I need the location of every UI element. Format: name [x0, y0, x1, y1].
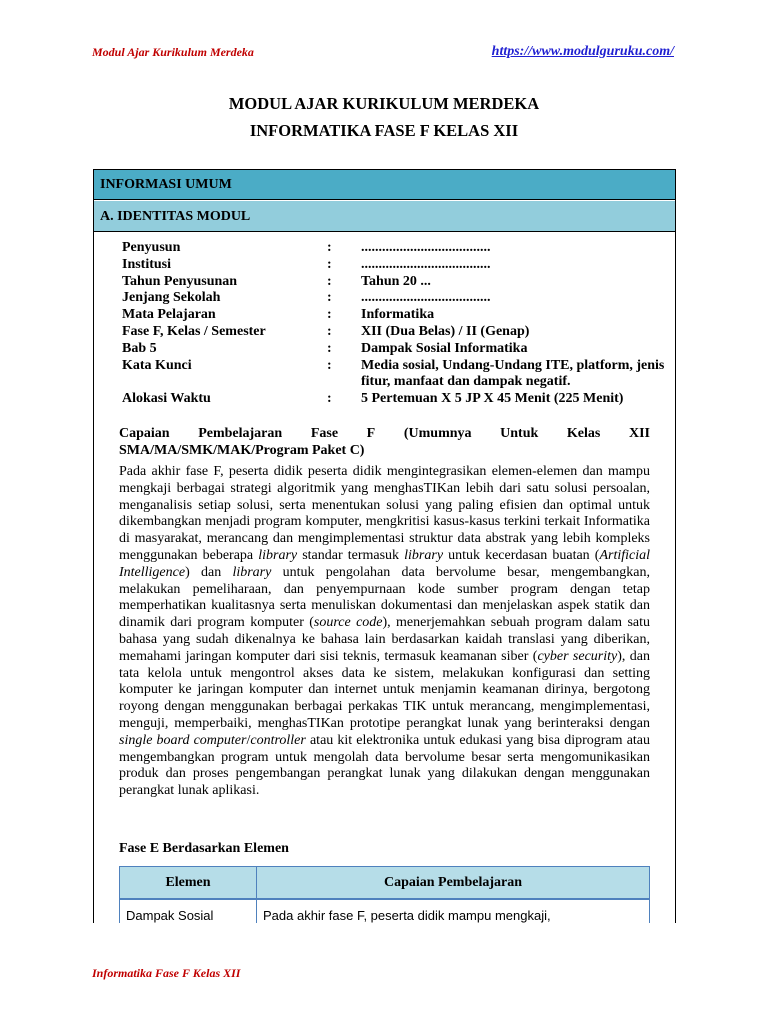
text-run: ), dan tata kelola untuk mengontrol akses data ke sistem, melakukan konfigurasi dan setting komputer ke jaringan komputer dan internet untuk menjamin keamanan dirinya, bergotong royong dengan menggunakan berbagai perkakas TIK untuk merancang, mengimplementasi, menguji, memperbaiki, menghasTIKan prototipe perangkat lunak yang berinteraksi dengan: [119, 648, 650, 731]
identitas-value: .....................................: [361, 256, 491, 272]
table-row: [120, 899, 650, 923]
document-subtitle: INFORMATIKA FASE F KELAS XII: [249, 121, 519, 140]
capaian-heading-word: Kelas: [566, 426, 601, 441]
italic-run: cyber security: [537, 648, 618, 664]
capaian-heading-word: F: [366, 426, 376, 441]
capaian-heading-word: XII: [628, 426, 650, 441]
identitas-value: XII (Dua Belas) / II (Genap): [361, 323, 530, 339]
identitas-value: .....................................: [361, 290, 491, 306]
footer-title: Informatika Fase F Kelas XII: [92, 966, 241, 980]
capaian-heading-word: Untuk: [500, 426, 539, 441]
table-header-row: [120, 867, 650, 900]
identitas-colon: :: [327, 240, 332, 255]
header-module-title: Modul Ajar Kurikulum Merdeka: [92, 45, 254, 59]
italic-run: library: [404, 547, 444, 563]
identitas-value: Dampak Sosial Informatika: [361, 340, 528, 356]
capaian-heading-word: Capaian: [119, 426, 170, 441]
identitas-value: .....................................: [361, 240, 491, 255]
italic-run: library: [258, 547, 298, 563]
capaian-heading-word: Fase: [310, 426, 339, 441]
identitas-label: Mata Pelajaran: [122, 307, 216, 323]
identitas-label: Fase F, Kelas / Semester: [122, 323, 266, 339]
identitas-colon: :: [327, 391, 332, 407]
identitas-label: Institusi: [122, 256, 172, 272]
text-run: Pada akhir fase F, peserta didik peserta didik mengintegrasikan elemen-elemen dan mampu mengkaji berbagai strategi algoritmik yang menghasTIKan lebih dari satu solusi persoalan, menganalisis setiap solusi, serta menentukan solusi yang paling efisien dan optimal untuk dikembangkan menjadi program komputer, mengkritisi kasus-kasus terkini terkait Informatika di masyarakat, merancang dan mengimplementasi struktur data abstrak yang lebih kompleks menggunakan beberapa: [119, 464, 650, 563]
identitas-label: Bab 5: [122, 340, 157, 356]
identitas-row: [122, 257, 672, 274]
text-run: ), menerjemahkan sebuah program dalam satu bahasa yang sudah dikenalnya ke bahasa lain berdasarkan kaidah translasi yang diberikan, memahami jaringan komputer dari sisi teknis, termasuk keamanan siber (: [119, 615, 650, 664]
section-identitas-modul: A. IDENTITAS MODUL: [94, 201, 675, 232]
text-run: standar termasuk: [297, 547, 405, 563]
text-run: ) dan: [185, 564, 233, 580]
text-run: untuk kecerdasan buatan (: [443, 547, 600, 563]
table-cell-elemen: Dampak Sosial: [120, 899, 257, 923]
identitas-colon: :: [327, 357, 332, 373]
identitas-colon: :: [327, 307, 332, 323]
identitas-row: [122, 391, 672, 408]
identitas-row: [122, 307, 672, 324]
italic-run: single board computer: [119, 732, 247, 748]
text-run: untuk pengolahan data bervolume besar, mengembangkan, melakukan pemeliharaan, dan penyempurnaan kode sumber program dengan tetap memperhatikan kualitasnya serta menuliskan dokumentasi dan menjelaskan aspek statik dan dinamik dari program komputer (: [119, 564, 650, 631]
table-cell-capaian: Pada akhir fase F, peserta didik mampu mengkaji,: [257, 899, 650, 923]
identitas-row: [122, 240, 672, 257]
capaian-paragraph: [119, 464, 650, 800]
italic-run: Artificial Intelligence: [119, 547, 650, 580]
identitas-row: [122, 274, 672, 291]
text-run: atau kit elektronika untuk edukasi yang bisa diprogram atau mengembangkan program untuk mengolah data bervolume besar serta mengomunikasikan produk dan proses pengembangan perangkat lunak yang dilakukan dengan menggunakan perangkat lunak aplikasi.: [119, 732, 651, 799]
identitas-label: Tahun Penyusunan: [122, 273, 238, 289]
identitas-value: Media sosial, Undang-Undang ITE, platform, jenis fitur, manfaat dan dampak negatif.: [361, 357, 665, 390]
identitas-colon: :: [327, 340, 332, 356]
identitas-row: [122, 290, 672, 307]
identitas-row: [122, 324, 672, 341]
identitas-colon: :: [327, 273, 332, 289]
identitas-value: 5 Pertemuan X 5 JP X 45 Menit (225 Menit): [361, 391, 624, 407]
identitas-colon: :: [327, 256, 332, 272]
elemen-table: [119, 866, 650, 923]
italic-run: source code: [313, 615, 383, 631]
identitas-label: Penyusun: [122, 240, 181, 255]
identitas-label: Alokasi Waktu: [122, 391, 211, 407]
identitas-value: Informatika: [361, 307, 435, 323]
identitas-label: Jenjang Sekolah: [122, 290, 221, 306]
capaian-heading: [119, 425, 650, 459]
text-run: /: [246, 732, 251, 748]
header-website-link[interactable]: https://www.modulguruku.com/: [491, 44, 674, 59]
capaian-heading-word: Pembelajaran: [198, 426, 283, 441]
identitas-label: Kata Kunci: [122, 357, 192, 373]
capaian-heading-line2: SMA/MA/SMK/MAK/Program Paket C): [119, 443, 365, 458]
identitas-list: [122, 240, 672, 408]
document-title: MODUL AJAR KURIKULUM MERDEKA: [228, 94, 540, 113]
italic-run: controller: [250, 732, 306, 748]
table-header-elemen: Elemen: [120, 867, 257, 900]
identitas-row: [122, 358, 672, 392]
table-header-capaian: Capaian Pembelajaran: [257, 867, 650, 900]
identitas-colon: :: [327, 323, 332, 339]
identitas-value: Tahun 20 ...: [361, 273, 431, 289]
capaian-heading-word: (Umumnya: [403, 426, 472, 441]
identitas-colon: :: [327, 290, 332, 306]
section-informasi-umum: INFORMASI UMUM: [94, 170, 675, 200]
italic-run: library: [232, 564, 272, 580]
content-frame: [93, 169, 676, 923]
fase-heading: Fase E Berdasarkan Elemen: [119, 841, 289, 856]
identitas-row: [122, 341, 672, 358]
